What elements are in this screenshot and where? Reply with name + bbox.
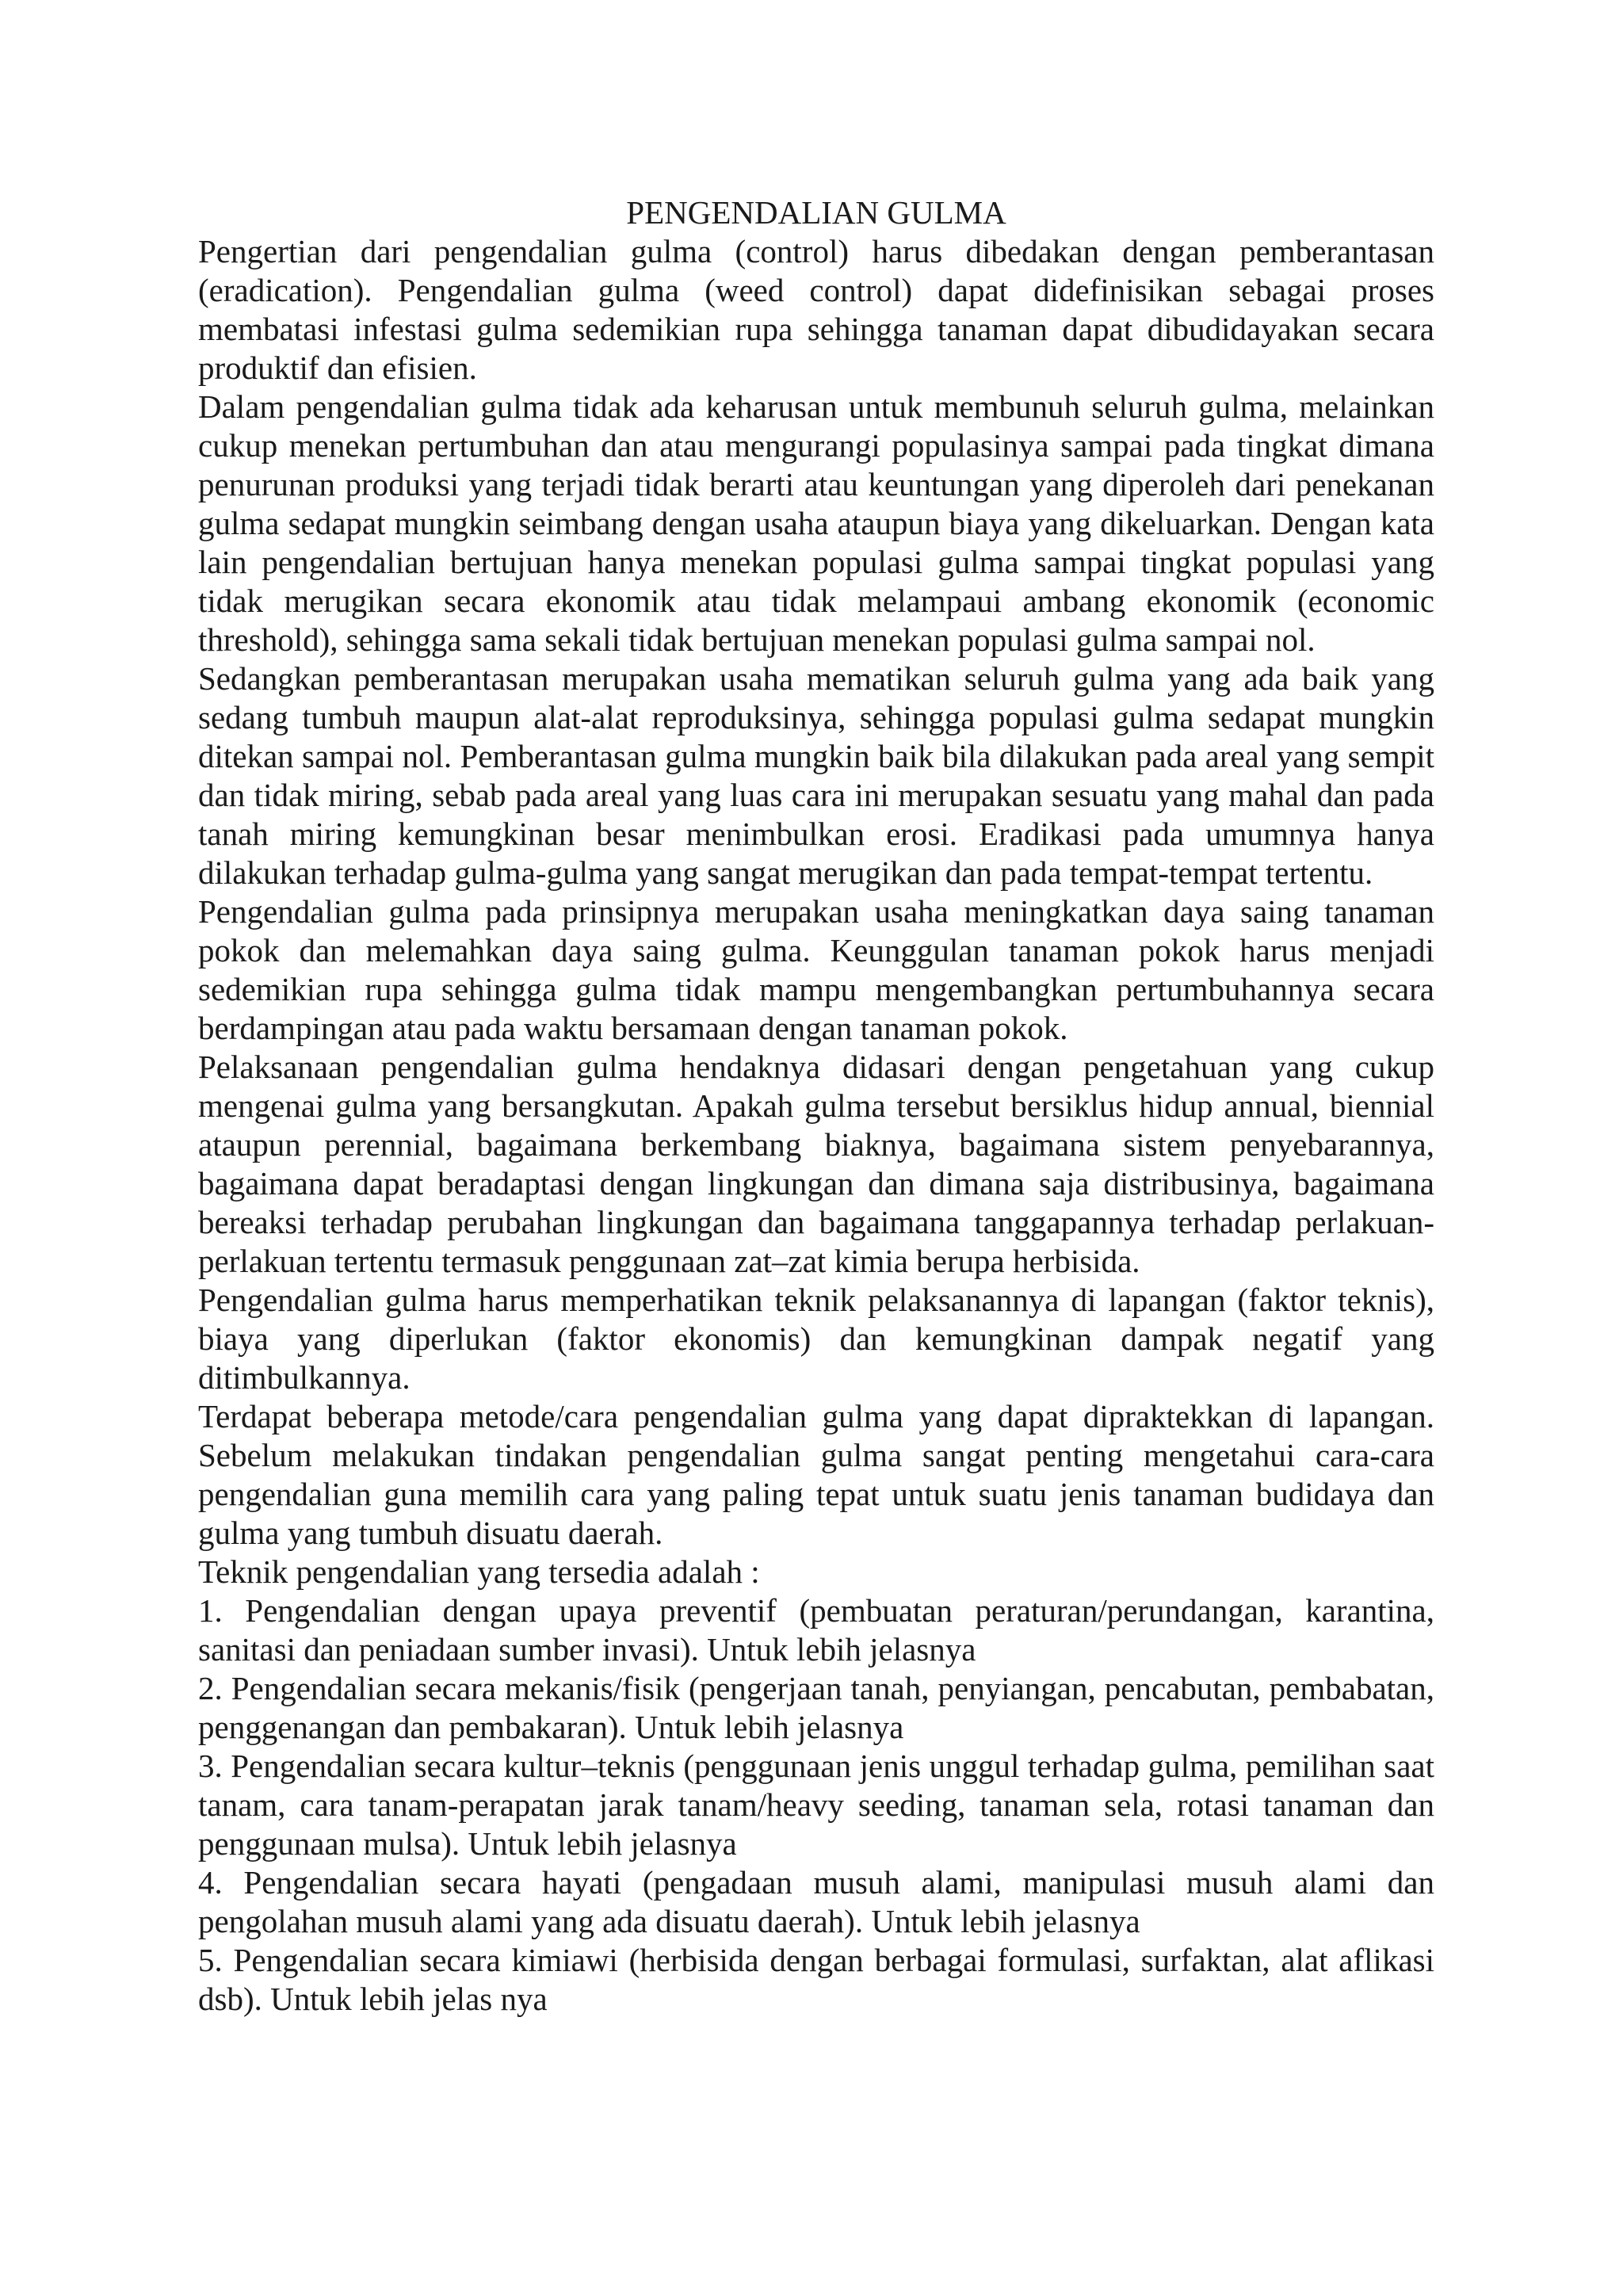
list-item: 5. Pengendalian secara kimiawi (herbisida dengan berbagai formulasi, surfaktan, alat aflikasi dsb). Untuk lebih jelas nya: [198, 1942, 1434, 2017]
paragraph-factors: Pengendalian gulma harus memperhatikan teknik pelaksanannya di lapangan (faktor teknis), biaya yang diperlukan (faktor ekonomis) dan kemungkinan dampak negatif yang ditimbulkannya.: [198, 1282, 1434, 1396]
document-title: PENGENDALIAN GULMA: [626, 194, 1006, 231]
technique-list: [198, 1591, 1434, 2019]
list-item: 2. Pengendalian secara mekanis/fisik (pengerjaan tanah, penyiangan, pencabutan, pembabatan, penggenangan dan pembakaran). Untuk lebih jelasnya: [198, 1670, 1434, 1745]
paragraph-eradication: Sedangkan pemberantasan merupakan usaha mematikan seluruh gulma yang ada baik yang sedang tumbuh maupun alat-alat reproduksinya, sehingga populasi gulma sedapat mungkin ditekan sampai nol. Pemberantasan gulma mungkin baik bila dilakukan pada areal yang sempit dan tidak miring, sebab pada areal yang luas cara ini merupakan sesuatu yang mahal dan pada tanah miring kemungkinan besar menimbulkan erosi. Eradikasi pada umumnya hanya dilakukan terhadap gulma-gulma yang sangat merugikan dan pada tempat-tempat tertentu.: [198, 660, 1434, 891]
paragraph-definition: Pengertian dari pengendalian gulma (control) harus dibedakan dengan pemberantasan (eradication). Pengendalian gulma (weed control) dapat didefinisikan sebagai proses membatasi infestasi gulma sedemikian rupa sehingga tanaman dapat dibudidayakan secara produktif dan efisien.: [198, 233, 1434, 386]
paragraph-list-intro: Teknik pengendalian yang tersedia adalah :: [198, 1553, 760, 1590]
paragraph-competitiveness: Pengendalian gulma pada prinsipnya merupakan usaha meningkatkan daya saing tanaman pokok dan melemahkan daya saing gulma. Keunggulan tanaman pokok harus menjadi sedemikian rupa sehingga gulma tidak mampu mengembangkan pertumbuhannya secara berdampingan atau pada waktu bersamaan dengan tanaman pokok.: [198, 893, 1434, 1046]
paragraph-implementation: Pelaksanaan pengendalian gulma hendaknya didasari dengan pengetahuan yang cukup mengenai gulma yang bersangkutan. Apakah gulma tersebut bersiklus hidup annual, biennial ataupun perennial, bagaimana berkembang biaknya, bagaimana sistem penyebarannya, bagaimana dapat beradaptasi dengan lingkungan dan dimana saja distribusinya, bagaimana bereaksi terhadap perubahan lingkungan dan bagaimana tanggapannya terhadap perlakuan-perlakuan tertentu termasuk penggunaan zat–zat kimia berupa herbisida.: [198, 1049, 1434, 1279]
paragraph-control-purpose: Dalam pengendalian gulma tidak ada keharusan untuk membunuh seluruh gulma, melainkan cukup menekan pertumbuhan dan atau mengurangi populasinya sampai pada tingkat dimana penurunan produksi yang terjadi tidak berarti atau keuntungan yang diperoleh dari penekanan gulma sedapat mungkin seimbang dengan usaha ataupun biaya yang dikeluarkan. Dengan kata lain pengendalian bertujuan hanya menekan populasi gulma sampai tingkat populasi yang tidak merugikan secara ekonomik atau tidak melampaui ambang ekonomik (economic threshold), sehingga sama sekali tidak bertujuan menekan populasi gulma sampai nol.: [198, 388, 1434, 658]
list-item: 3. Pengendalian secara kultur–teknis (penggunaan jenis unggul terhadap gulma, pemilihan saat tanam, cara tanam-perapatan jarak tanam/heavy seeding, tanaman sela, rotasi tanaman dan penggunaan mulsa). Untuk lebih jelasnya: [198, 1748, 1434, 1862]
paragraph-methods: Terdapat beberapa metode/cara pengendalian gulma yang dapat dipraktekkan di lapangan. Sebelum melakukan tindakan pengendalian gulma sangat penting mengetahui cara-cara pengendalian guna memilih cara yang paling tepat untuk suatu jenis tanaman budidaya dan gulma yang tumbuh disuatu daerah.: [198, 1398, 1434, 1551]
list-item: 4. Pengendalian secara hayati (pengadaan musuh alami, manipulasi musuh alami dan pengolahan musuh alami yang ada disuatu daerah). Untuk lebih jelasnya: [198, 1864, 1434, 1939]
list-item: 1. Pengendalian dengan upaya preventif (pembuatan peraturan/perundangan, karantina, sanitasi dan peniadaan sumber invasi). Untuk lebih jelasnya: [198, 1592, 1434, 1668]
document-body: [198, 193, 1434, 2019]
